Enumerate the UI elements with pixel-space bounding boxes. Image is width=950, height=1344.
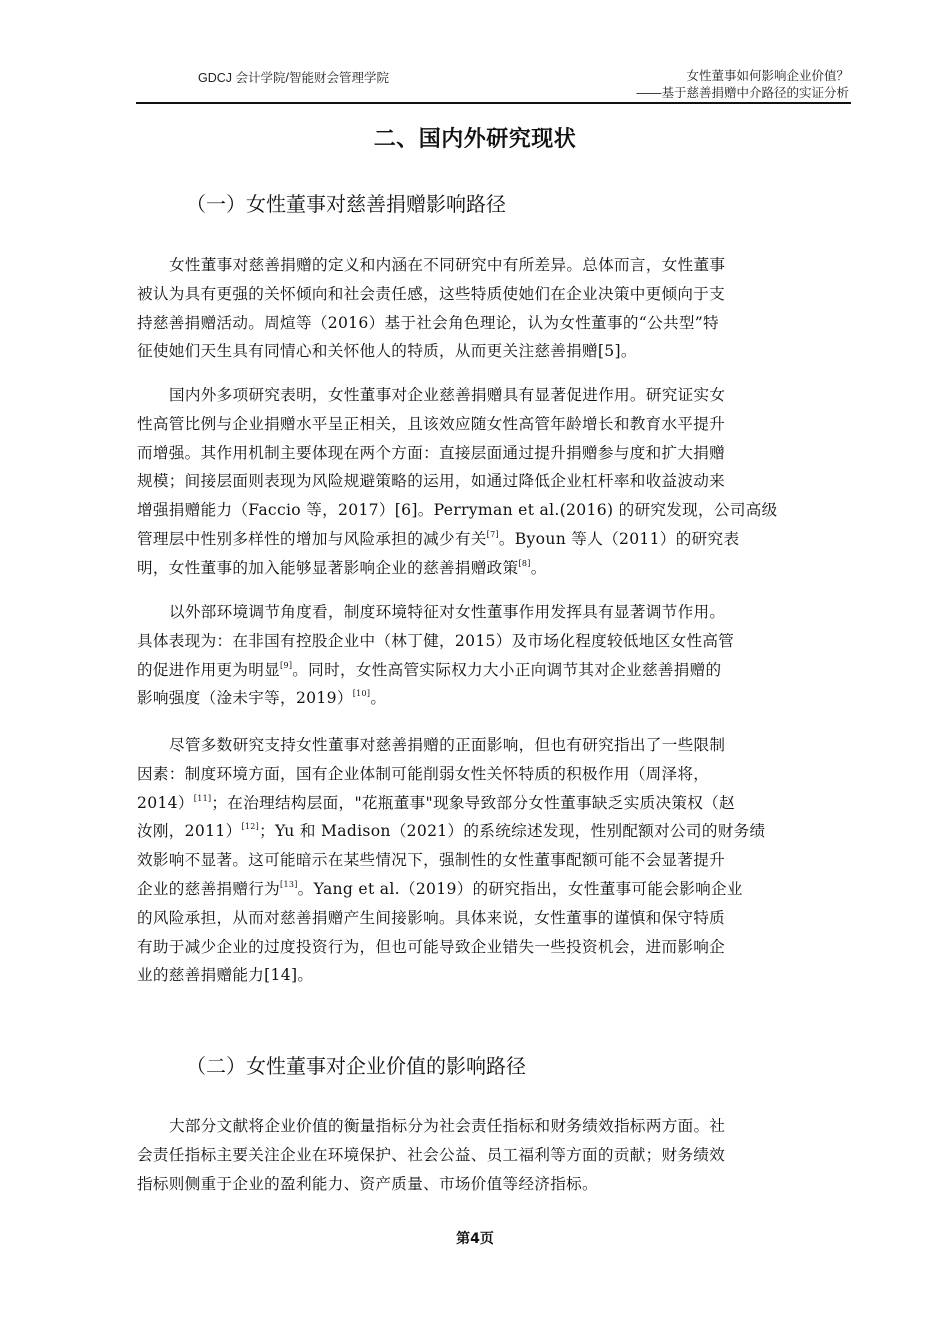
text-line: 征使她们天生具有同情心和关怀他人的特质，从而更关注慈善捐赠[5]。 xyxy=(137,342,637,361)
text-segment: 。 xyxy=(530,558,547,577)
header-institution: GDCJ 会计学院/智能财会管理学院 xyxy=(198,71,389,85)
page-number: 第4页 xyxy=(456,1231,494,1247)
text-segment: 的促进作用更为明显 xyxy=(137,660,281,679)
page-header xyxy=(136,66,851,104)
text-line: 因素：制度环境方面，国有企业体制可能削弱女性关怀特质的积极作用（周泽将， xyxy=(137,764,710,783)
section-title: 二、国内外研究现状 xyxy=(373,127,577,152)
citation-ref: [9] xyxy=(280,660,293,670)
text-segment: 企业的慈善捐赠行为 xyxy=(137,879,281,898)
text-segment: 。Yang et al.（2019）的研究指出，女性董事可能会影响企业 xyxy=(297,879,743,898)
text-line xyxy=(137,684,857,713)
text-segment: ；在治理结构层面，"花瓶董事"现象导致部分女性董事缺乏实质决策权（赵 xyxy=(211,793,735,812)
paragraph xyxy=(137,598,857,713)
text-line: 效影响不显著。这可能暗示在某些情况下，强制性的女性董事配额可能不会显著提升 xyxy=(137,851,726,870)
text-segment: 管理层中性别多样性的增加与风险承担的减少有关 xyxy=(137,529,487,548)
text-segment: 汝刚，2011） xyxy=(137,822,242,841)
citation-ref: [8] xyxy=(518,558,531,568)
text-line: 业的慈善捐赠能力[14]。 xyxy=(137,966,314,985)
text-line: 性高管比例与企业捐赠水平呈正相关，且该效应随女性高管年龄增长和教育水平提升 xyxy=(137,414,726,433)
text-line: 大部分文献将企业价值的衡量指标分为社会责任指标和财务绩效指标两方面。社 xyxy=(169,1117,726,1135)
text-line xyxy=(137,554,857,583)
text-line: 的风险承担，从而对慈善捐赠产生间接影响。具体来说，女性董事的谨慎和保守特质 xyxy=(137,908,726,927)
text-line: 具体表现为：在非国有控股企业中（林丁健，2015）及市场化程度较低地区女性高管 xyxy=(137,631,735,650)
paragraph xyxy=(137,381,857,583)
text-segment: ；Yu 和 Madison（2021）的系统综述发现，性别配额对公司的财务绩 xyxy=(259,822,766,841)
text-line: 有助于减少企业的过度投资行为，但也可能导致企业错失一些投资机会，进而影响企 xyxy=(137,937,726,956)
text-line xyxy=(137,875,857,904)
text-segment: 影响强度（淦未宇等，2019） xyxy=(137,689,353,708)
paragraph xyxy=(137,251,857,366)
citation-ref: [7] xyxy=(486,529,499,539)
text-line: 指标则侧重于企业的盈利能力、资产质量、市场价值等经济指标。 xyxy=(137,1174,598,1193)
text-line xyxy=(137,817,857,846)
citation-ref: [11] xyxy=(193,793,212,803)
citation-ref: [13] xyxy=(280,879,298,889)
paragraph xyxy=(137,1112,857,1198)
header-title-line2: ——基于慈善捐赠中介路径的实证分析 xyxy=(636,86,849,100)
subsection-title-1: （一）女性董事对慈善捐赠影响路径 xyxy=(186,192,506,216)
text-line: 国内外多项研究表明，女性董事对企业慈善捐赠具有显著促进作用。研究证实女 xyxy=(169,386,726,404)
text-segment: 。 xyxy=(370,689,387,708)
paragraph xyxy=(137,731,857,990)
text-line: 被认为具有更强的关怀倾向和社会责任感，这些特质使她们在企业决策中更倾向于支 xyxy=(137,284,726,303)
citation-ref: [10] xyxy=(352,689,371,699)
text-segment: 2014） xyxy=(137,793,194,812)
text-line xyxy=(137,656,857,685)
text-line: 尽管多数研究支持女性董事对慈善捐赠的正面影响，但也有研究指出了一些限制 xyxy=(169,736,726,754)
text-segment: 。同时，女性高管实际权力大小正向调节其对企业慈善捐赠的 xyxy=(292,660,722,679)
header-title-line1: 女性董事如何影响企业价值？ xyxy=(686,69,849,83)
text-line: 女性董事对慈善捐赠的定义和内涵在不同研究中有所差异。总体而言，女性董事 xyxy=(169,256,726,274)
text-segment: 明，女性董事的加入能够显著影响企业的慈善捐赠政策 xyxy=(137,558,519,577)
citation-ref: [12] xyxy=(241,822,260,832)
subsection-title-2: （二）女性董事对企业价值的影响路径 xyxy=(186,1054,526,1078)
text-line: 增强捐赠能力（Faccio 等，2017）[6]。Perryman et al.(2016) 的研究发现，公司高级 xyxy=(137,501,778,520)
text-line: 持慈善捐赠活动。周煊等（2016）基于社会角色理论，认为女性董事的“公共型”特 xyxy=(137,313,719,332)
text-line: 而增强。其作用机制主要体现在两个方面：直接层面通过提升捐赠参与度和扩大捐赠 xyxy=(137,443,726,462)
text-line xyxy=(137,789,857,818)
text-segment: 。Byoun 等人（2011）的研究表 xyxy=(498,529,740,548)
header-paper-title xyxy=(636,68,849,102)
text-line: 规模；间接层面则表现为风险规避策略的运用，如通过降低企业杠杆率和收益波动来 xyxy=(137,472,726,491)
text-line xyxy=(137,525,857,554)
text-line: 会责任指标主要关注企业在环境保护、社会公益、员工福利等方面的贡献；财务绩效 xyxy=(137,1145,726,1164)
text-line: 以外部环境调节角度看，制度环境特征对女性董事作用发挥具有显著调节作用。 xyxy=(169,603,726,621)
